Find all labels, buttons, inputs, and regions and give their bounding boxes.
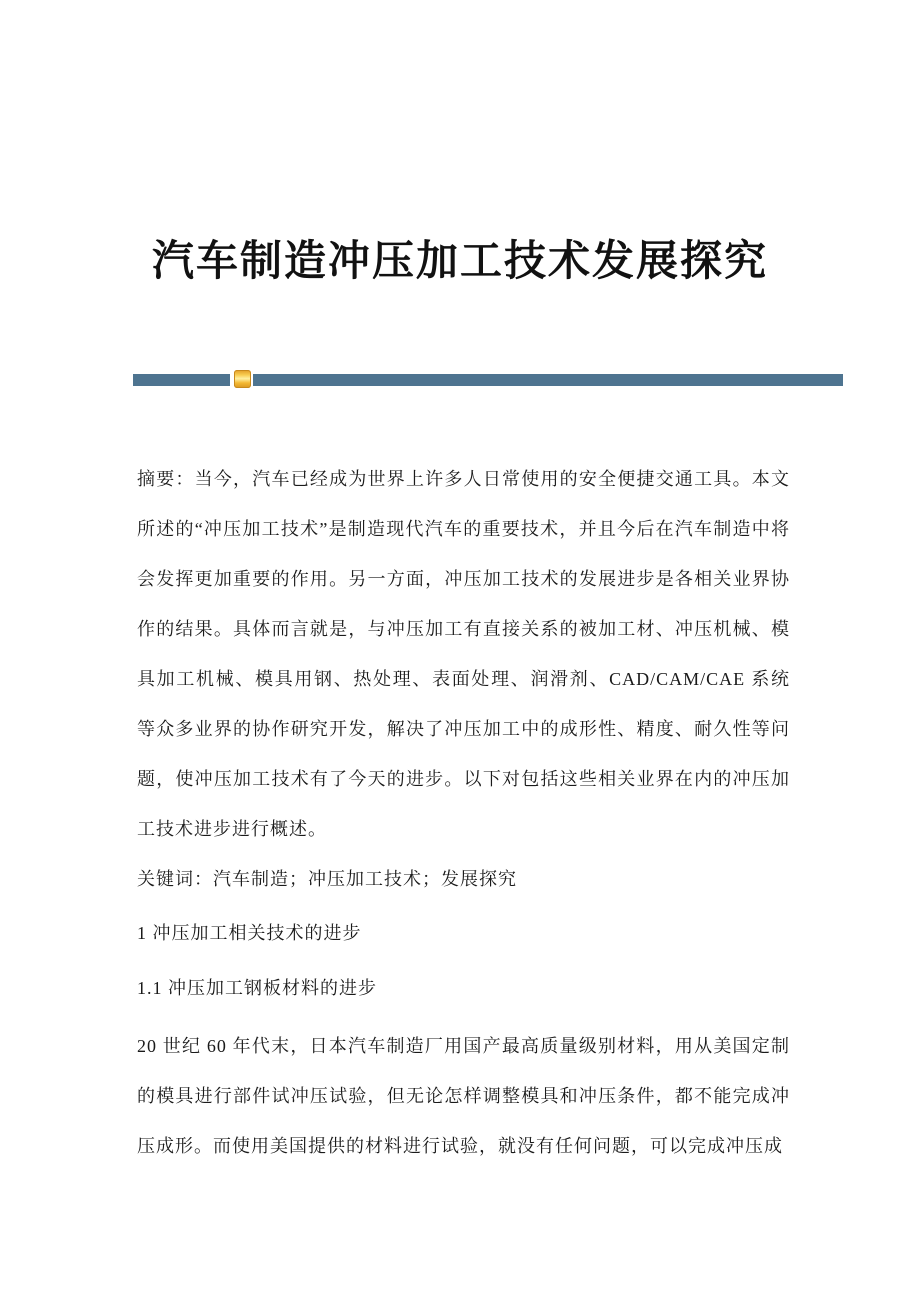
document-body <box>137 454 790 1189</box>
section-1-1-paragraph: 20 世纪 60 年代末，日本汽车制造厂用国产最高质量级别材料，用从美国定制的模具进行部件试冲压试验，但无论怎样调整模具和冲压条件，都不能完成冲压成形。而使用美国提供的材料进行试验，就没有任何问题，可以完成冲压成 <box>137 1036 790 1156</box>
envelope-icon <box>234 370 251 388</box>
divider-bar-right <box>253 374 843 386</box>
title-divider <box>133 374 843 386</box>
document-title: 汽车制造冲压加工技术发展探究 <box>151 239 768 286</box>
section-heading-1-1: 1.1 冲压加工钢板材料的进步 <box>137 978 377 998</box>
keywords-line: 关键词：汽车制造；冲压加工技术；发展探究 <box>137 869 517 889</box>
divider-bar-left <box>133 374 230 386</box>
section-heading-1: 1 冲压加工相关技术的进步 <box>137 923 362 943</box>
abstract-paragraph: 摘要：当今，汽车已经成为世界上许多人日常使用的安全便捷交通工具。本文所述的“冲压加工技术”是制造现代汽车的重要技术，并且今后在汽车制造中将会发挥更加重要的作用。另一方面，冲压加工技术的发展进步是各相关业界协作的结果。具体而言就是，与冲压加工有直接关系的被加工材、冲压机械、模具加工机械、模具用钢、热处理、表面处理、润滑剂、CAD/CAM/CAE 系统等众多业界的协作研究开发，解决了冲压加工中的成形性、精度、耐久性等问题，使冲压加工技术有了今天的进步。以下对包括这些相关业界在内的冲压加工技术进步进行概述。 <box>137 469 790 839</box>
